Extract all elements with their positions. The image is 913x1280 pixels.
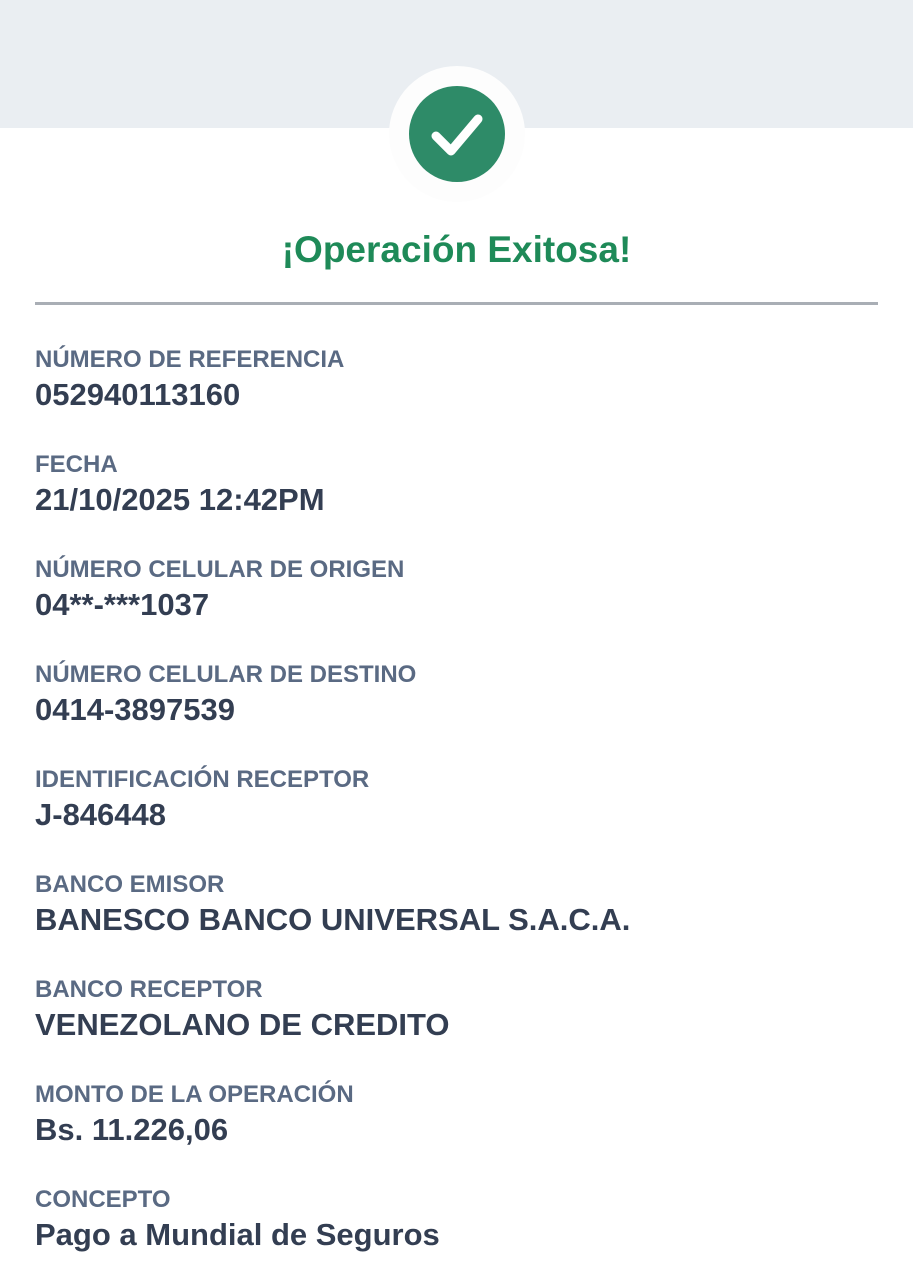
field-label: FECHA <box>35 451 118 478</box>
field-reference-number <box>35 345 878 415</box>
field-label: NÚMERO CELULAR DE ORIGEN <box>35 556 405 583</box>
field-issuing-bank <box>35 870 878 940</box>
field-label: NÚMERO CELULAR DE DESTINO <box>35 661 417 688</box>
field-value: 052940113160 <box>35 377 241 412</box>
success-title: ¡Operación Exitosa! <box>281 229 632 270</box>
field-value: Bs. 11.226,06 <box>35 1112 229 1147</box>
field-value: BANESCO BANCO UNIVERSAL S.A.C.A. <box>35 902 631 937</box>
success-icon-halo <box>389 66 525 202</box>
field-label: BANCO EMISOR <box>35 871 225 898</box>
success-check-icon <box>409 86 505 182</box>
field-value: Pago a Mundial de Seguros <box>35 1217 440 1252</box>
field-value: J-846448 <box>35 797 167 832</box>
divider-line <box>35 302 878 305</box>
field-date <box>35 450 878 520</box>
receipt-fields <box>35 345 878 1255</box>
field-amount <box>35 1080 878 1150</box>
field-label: BANCO RECEPTOR <box>35 976 263 1003</box>
field-origin-phone <box>35 555 878 625</box>
field-value: 21/10/2025 12:42PM <box>35 482 325 517</box>
field-label: IDENTIFICACIÓN RECEPTOR <box>35 766 370 793</box>
field-receiving-bank <box>35 975 878 1045</box>
field-label: NÚMERO DE REFERENCIA <box>35 346 345 373</box>
field-concept <box>35 1185 878 1255</box>
field-label: MONTO DE LA OPERACIÓN <box>35 1081 354 1108</box>
field-value: VENEZOLANO DE CREDITO <box>35 1007 450 1042</box>
field-label: CONCEPTO <box>35 1186 171 1213</box>
field-value: 0414-3897539 <box>35 692 235 727</box>
field-value: 04**-***1037 <box>35 587 210 622</box>
field-receiver-id <box>35 765 878 835</box>
field-destination-phone <box>35 660 878 730</box>
